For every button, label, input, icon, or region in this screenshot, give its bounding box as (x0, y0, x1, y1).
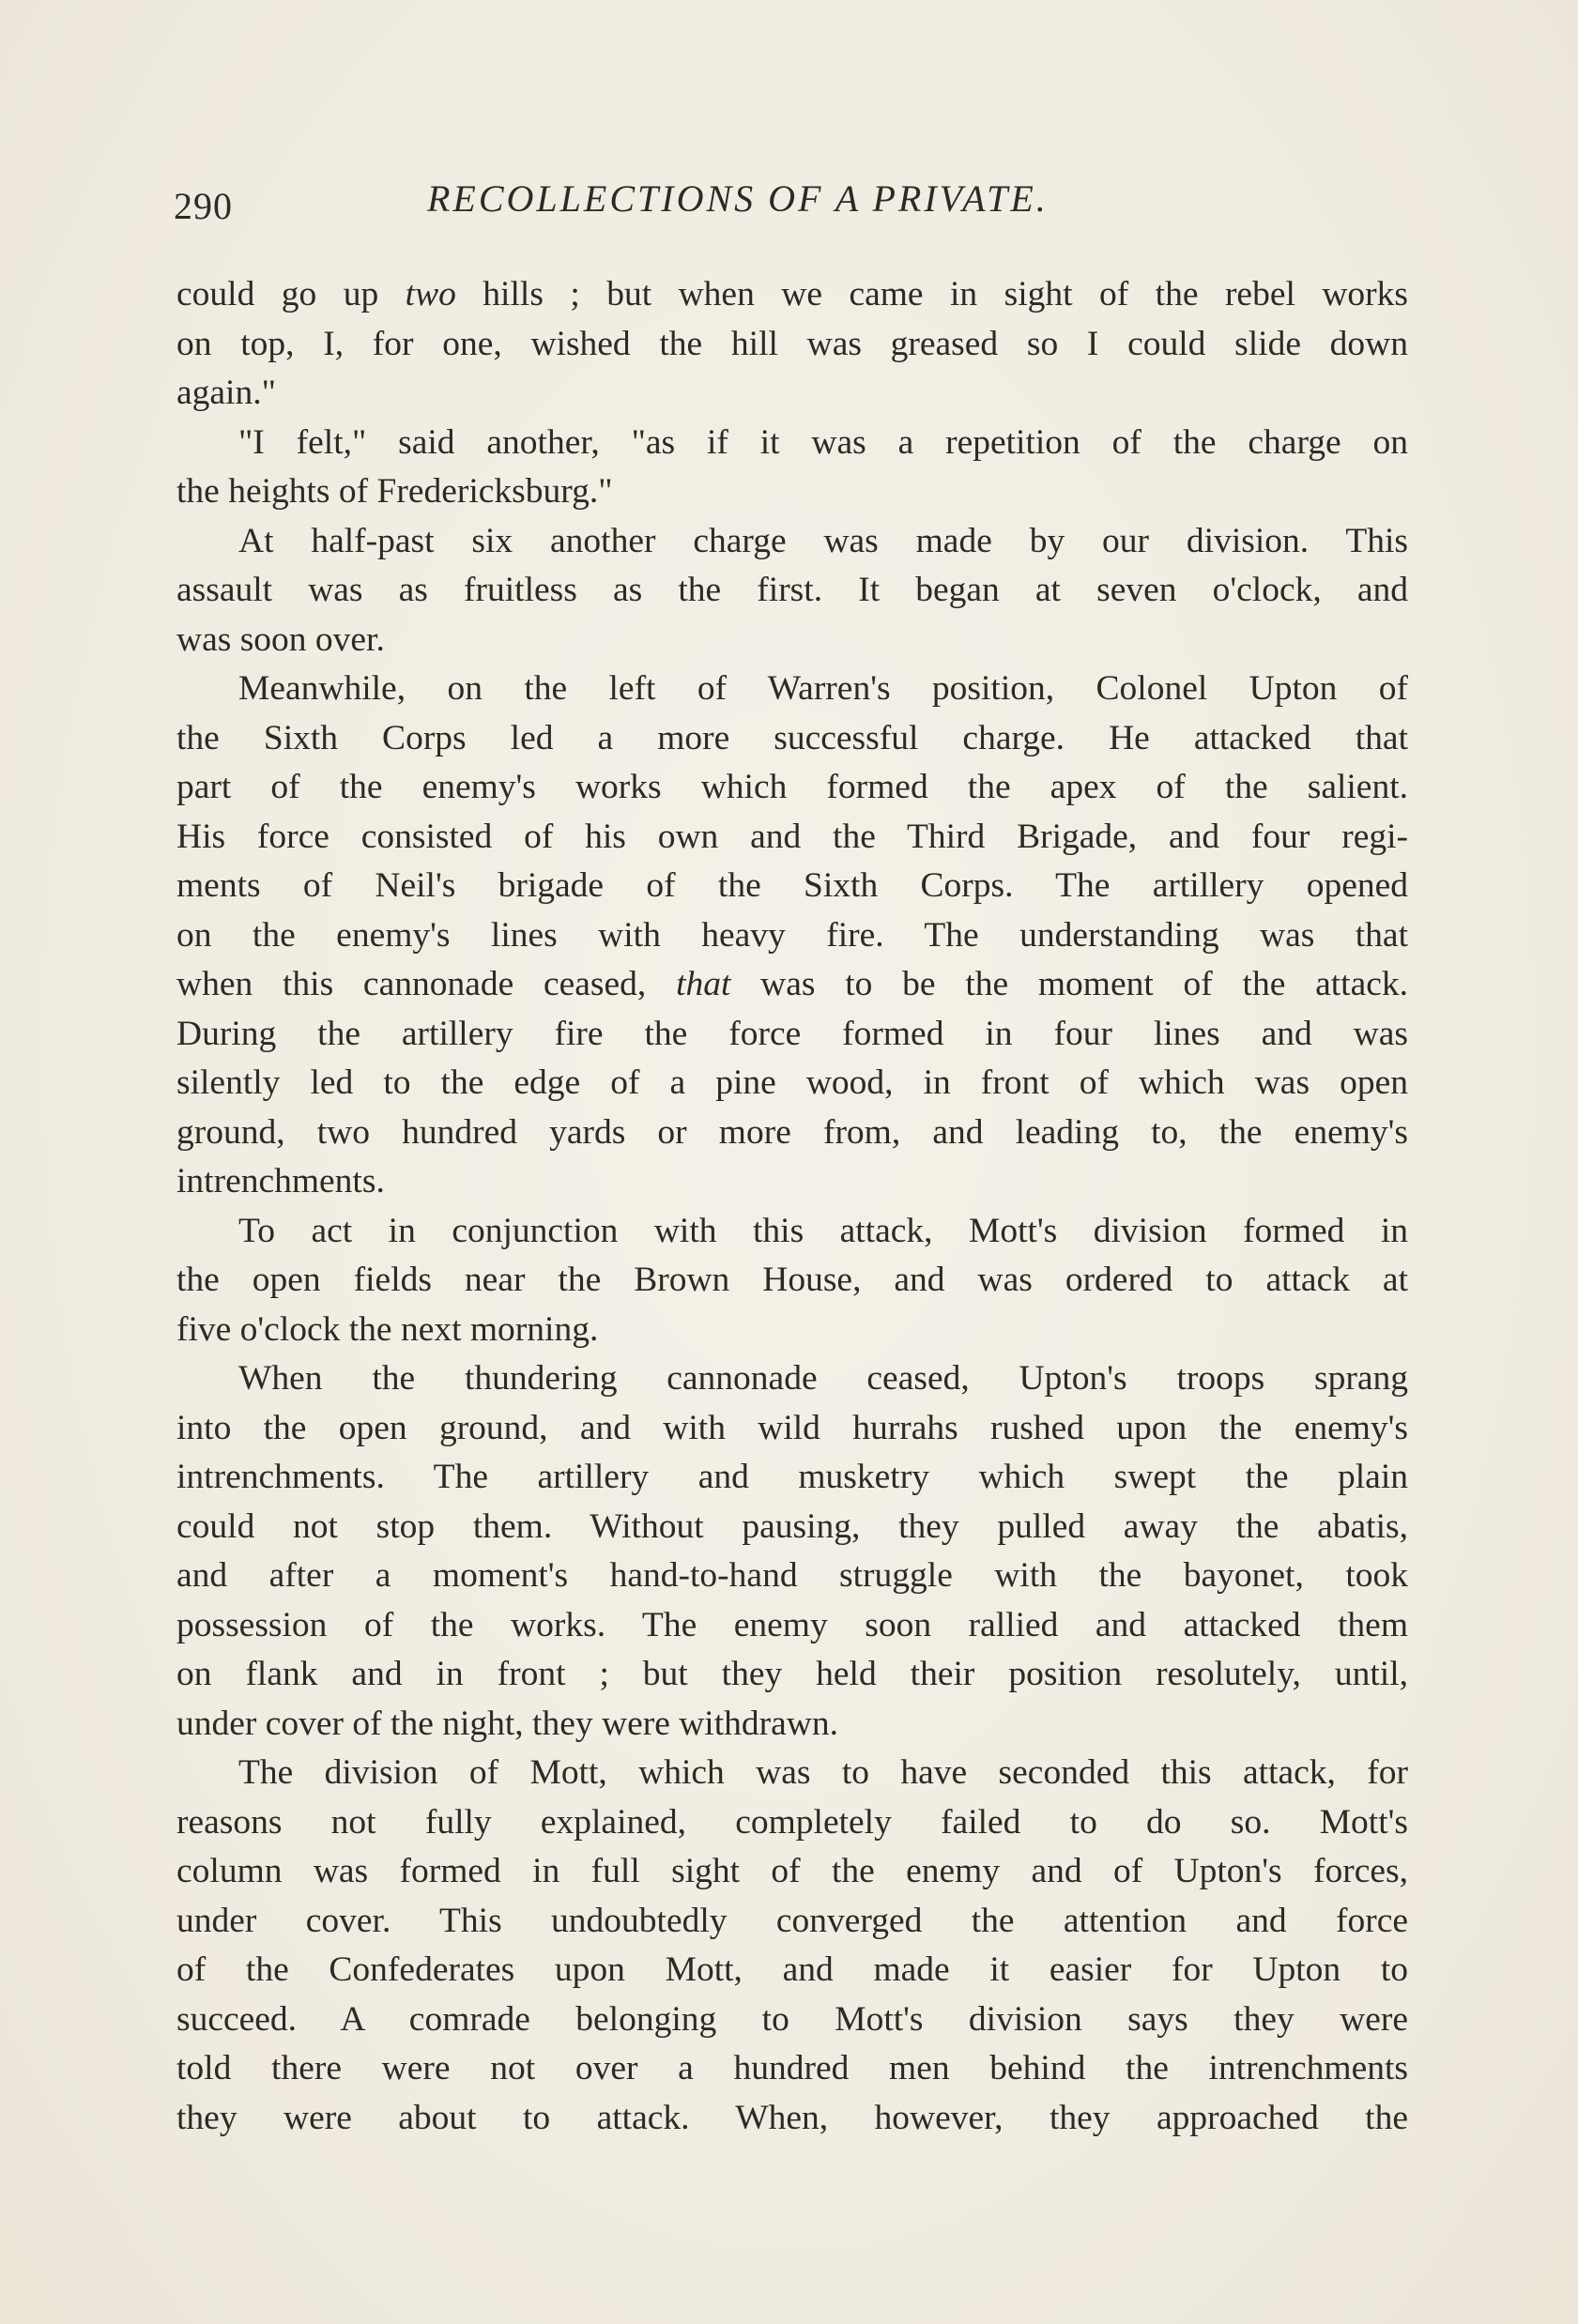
running-head: RECOLLECTIONS OF A PRIVATE. (427, 177, 1049, 220)
text-line (176, 1503, 1408, 1552)
text-line (176, 665, 1408, 714)
text-line-content: they were about to attack. When, however, they approached the (176, 2098, 1408, 2137)
text-line-content: When the thundering cannonade ceased, Upton's troops sprang (238, 1359, 1408, 1398)
text-line (176, 911, 1408, 961)
text-line (176, 1552, 1408, 1601)
text-line-content: under cover. This undoubtedly converged the attention and force (176, 1901, 1408, 1940)
text-line-content: five o'clock the next morning. (176, 1309, 599, 1349)
page-header (174, 176, 1417, 233)
text-line (176, 2094, 1408, 2144)
text-line (176, 616, 1408, 665)
text-line (176, 270, 1408, 320)
text-line (176, 1354, 1408, 1404)
text-line (176, 2044, 1408, 2094)
text-line-content: under cover of the night, they were withdrawn. (176, 1704, 838, 1743)
text-line-content: the Sixth Corps led a more successful charge. He attacked that (176, 718, 1408, 757)
text-line-content: Meanwhile, on the left of Warren's position, Colonel Upton of (238, 669, 1408, 708)
text-line (176, 1798, 1408, 1848)
text-line-content: The division of Mott, which was to have seconded this attack, for (238, 1753, 1408, 1792)
text-line (176, 369, 1408, 419)
text-line-content: the heights of Fredericksburg." (176, 472, 613, 511)
text-line-content: To act in conjunction with this attack, Mott's division formed in (238, 1211, 1408, 1250)
text-line-content: of the Confederates upon Mott, and made it easier for Upton to (176, 1950, 1408, 1989)
text-line-content: silently led to the edge of a pine wood, in front of which was open (176, 1063, 1408, 1102)
page-number: 290 (174, 185, 233, 227)
text-line-content: At half-past six another charge was made by our division. This (238, 521, 1408, 560)
text-line-content: possession of the works. The enemy soon rallied and attacked them (176, 1605, 1408, 1644)
text-line-content: told there were not over a hundred men behind the intrenchments (176, 2049, 1408, 2087)
text-line (176, 714, 1408, 764)
text-line (176, 1749, 1408, 1798)
text-line-content: on top, I, for one, wished the hill was greased so I could slide down (176, 324, 1408, 363)
text-line (176, 1108, 1408, 1158)
text-line-content: part of the enemy's works which formed the apex of the salient. (176, 768, 1408, 806)
text-line (176, 1650, 1408, 1700)
text-line-content: and after a moment's hand-to-hand struggle with the bayonet, took (176, 1556, 1408, 1595)
text-line-content: ments of Neil's brigade of the Sixth Corps. The artillery opened (176, 866, 1408, 905)
text-line-content: His force consisted of his own and the Third Brigade, and four regi- (176, 817, 1408, 856)
text-line (176, 1601, 1408, 1651)
text-line (176, 763, 1408, 813)
text-line-content: hills ; but when we came in sight of the rebel works (455, 275, 1408, 313)
text-line (176, 1453, 1408, 1503)
text-line (176, 467, 1408, 517)
text-line (176, 419, 1408, 468)
text-line (176, 960, 1408, 1010)
text-line-content: "I felt," said another, "as if it was a repetition of the charge on (238, 422, 1408, 462)
text-line (176, 1010, 1408, 1060)
text-line-content: intrenchments. (176, 1162, 385, 1200)
text-line (176, 813, 1408, 863)
text-line-content: ground, two hundred yards or more from, and leading to, the enemy's (176, 1112, 1408, 1152)
text-line-content: could go up (176, 275, 406, 313)
text-line (176, 1059, 1408, 1108)
text-line (176, 517, 1408, 567)
text-line (176, 1256, 1408, 1306)
text-line-content: on the enemy's lines with heavy fire. The understanding was that (176, 915, 1408, 955)
italic-word: two (405, 275, 456, 313)
text-line (176, 1207, 1408, 1257)
text-line-content: assault was as fruitless as the first. It began at seven o'clock, and (176, 571, 1408, 609)
text-line (176, 1946, 1408, 1995)
text-line (176, 1157, 1408, 1207)
text-line (176, 1995, 1408, 2045)
text-line (176, 1700, 1408, 1750)
text-line-content: intrenchments. The artillery and musketry which swept the plain (176, 1458, 1408, 1496)
text-line-content: was to be the moment of the attack. (730, 965, 1408, 1003)
text-line-content: when this cannonade ceased, (176, 965, 677, 1003)
text-line-content: into the open ground, and with wild hurrahs rushed upon the enemy's (176, 1408, 1408, 1447)
text-line (176, 566, 1408, 616)
text-line-content: again." (176, 374, 276, 412)
text-line-content: was soon over. (176, 619, 385, 659)
text-line (176, 862, 1408, 911)
text-line (176, 1404, 1408, 1454)
body-text (176, 270, 1408, 2143)
text-line (176, 1847, 1408, 1897)
text-line-content: column was formed in full sight of the enemy and of Upton's forces, (176, 1852, 1408, 1890)
italic-word: that (676, 965, 731, 1003)
text-line-content: succeed. A comrade belonging to Mott's division says they were (176, 1999, 1408, 2039)
text-line-content: During the artillery fire the force formed in four lines and was (176, 1014, 1408, 1053)
text-line (176, 1306, 1408, 1355)
text-line (176, 320, 1408, 370)
text-line-content: reasons not fully explained, completely failed to do so. Mott's (176, 1802, 1408, 1842)
text-line-content: could not stop them. Without pausing, they pulled away the abatis, (176, 1506, 1408, 1546)
text-line (176, 1897, 1408, 1947)
text-line-content: on flank and in front ; but they held their position resolutely, until, (176, 1655, 1408, 1693)
text-line-content: the open fields near the Brown House, and was ordered to attack at (176, 1261, 1408, 1299)
